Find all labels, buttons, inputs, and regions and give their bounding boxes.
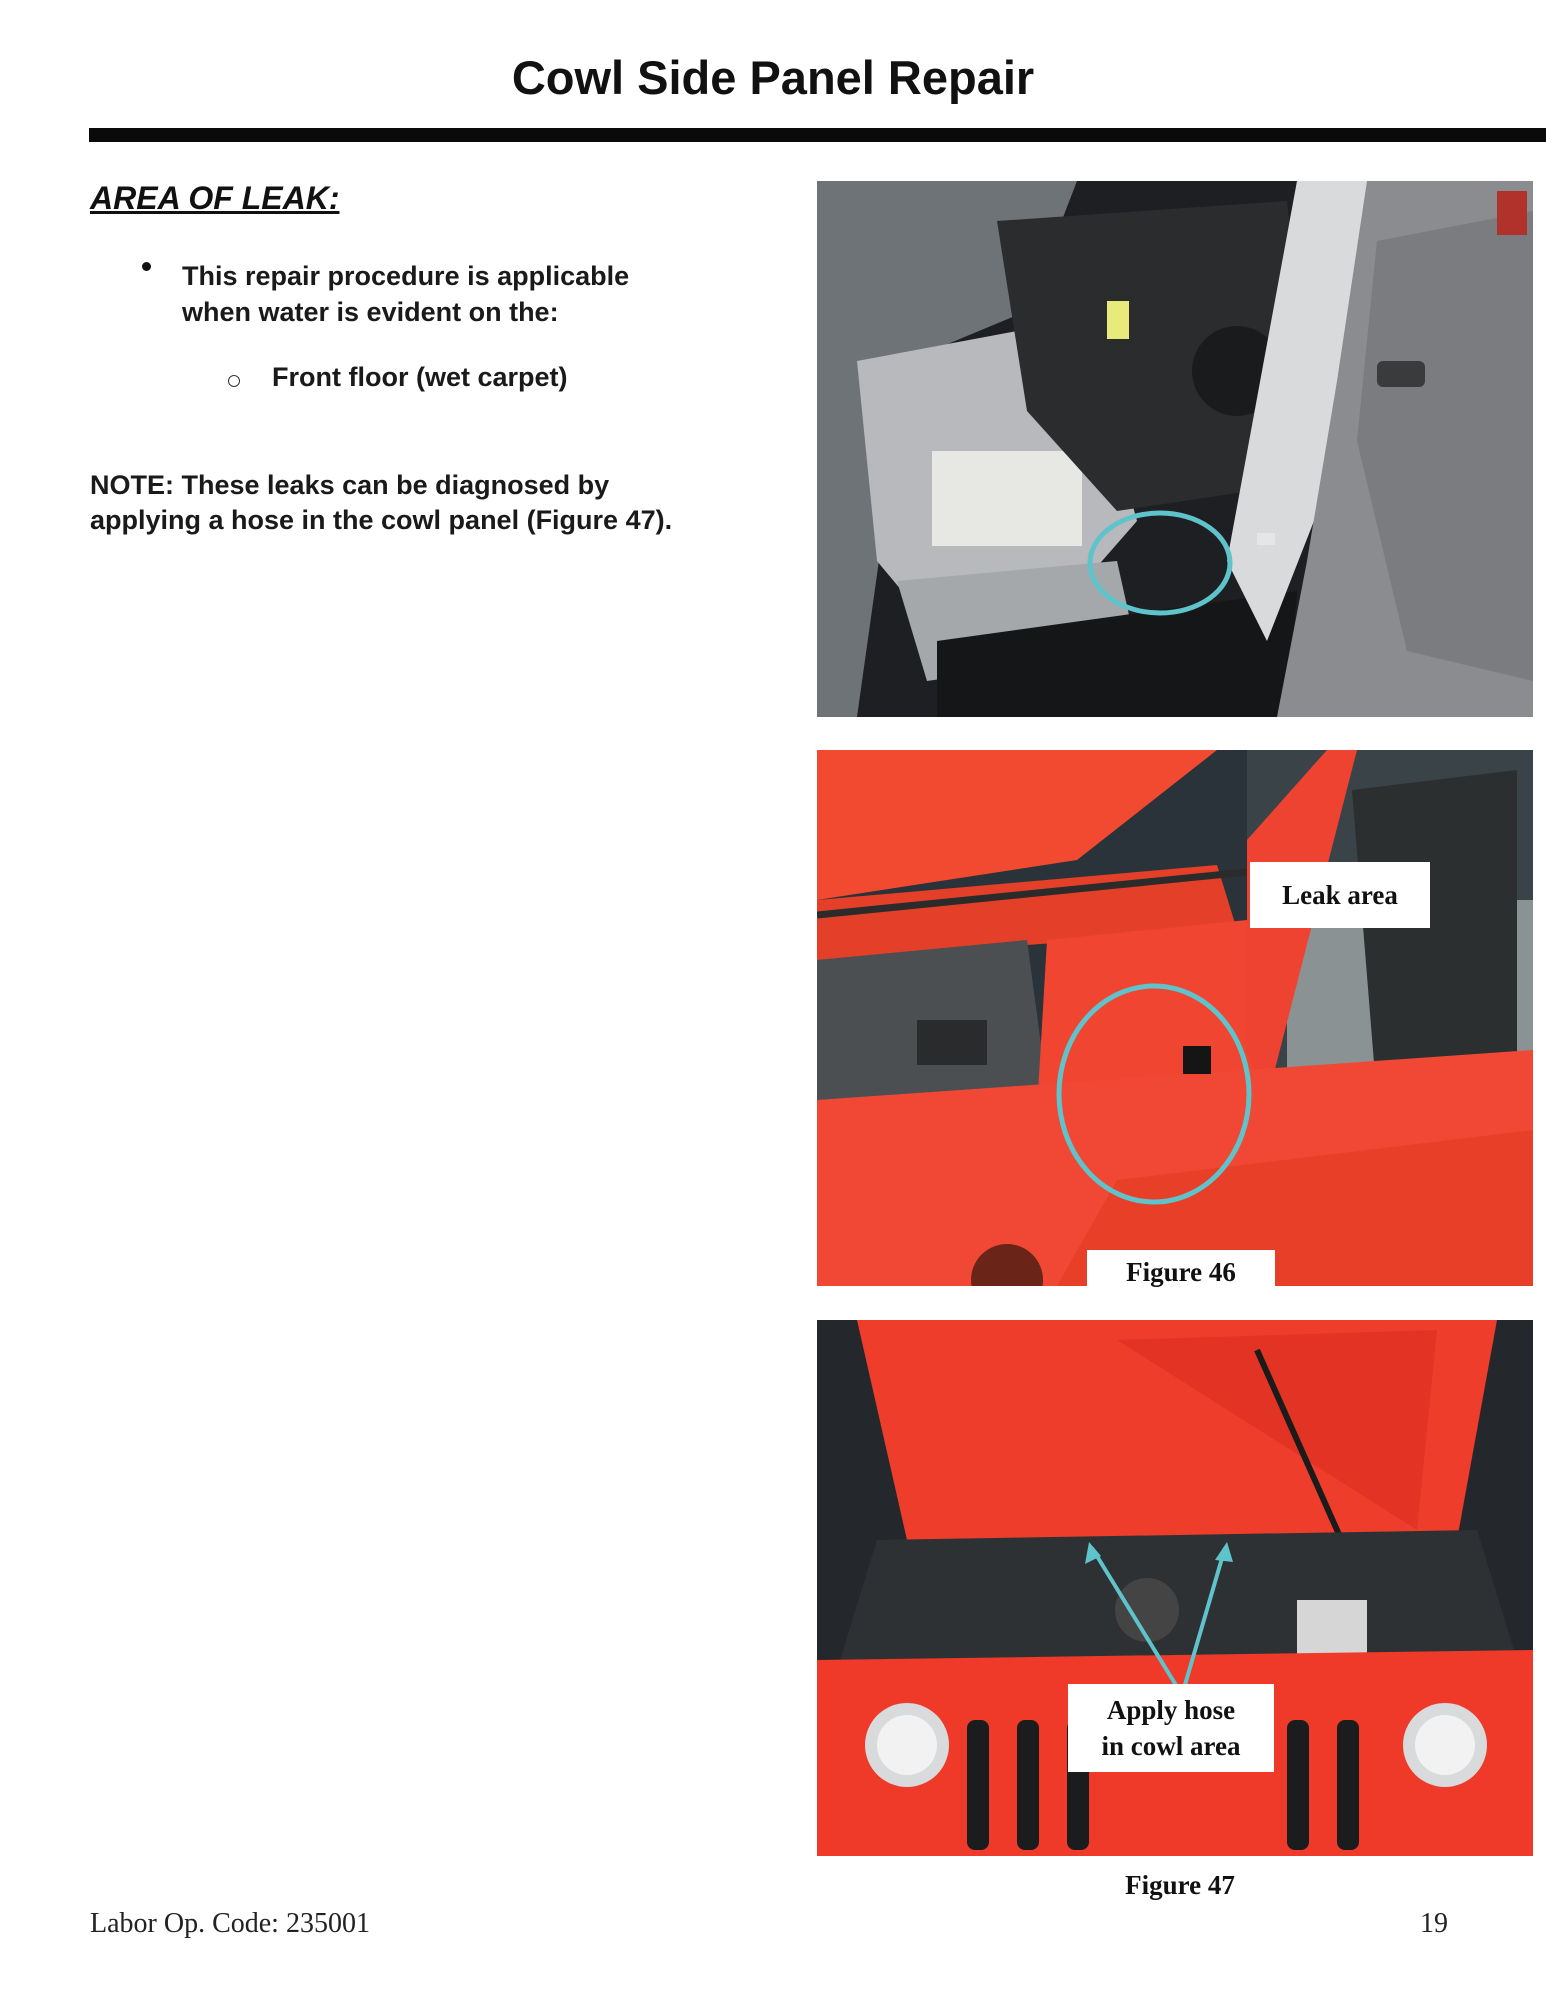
interior-floor-photo (817, 181, 1533, 717)
figure-47-caption: Figure 47 (1125, 1870, 1235, 1900)
figure-46-caption: Figure 46 (1087, 1250, 1275, 1290)
apply-hose-line1: Apply hose (1106, 1695, 1236, 1725)
cowl-side-panel-photo (817, 750, 1533, 1286)
labor-op-code: Labor Op. Code: 235001 (90, 1908, 370, 1939)
bullet-icon (142, 262, 151, 271)
hood-cowl-photo (817, 1320, 1533, 1856)
sub-bullet-icon (228, 375, 240, 387)
leak-area-callout: Leak area (1250, 862, 1430, 928)
sub-bullet-text: Front floor (wet carpet) (272, 362, 568, 392)
section-heading: AREA OF LEAK: (90, 180, 340, 216)
title-rule (89, 128, 1546, 142)
apply-hose-line2: in cowl area (1101, 1731, 1241, 1761)
page-title: Cowl Side Panel Repair (511, 51, 1035, 104)
bullet-text: This repair procedure is applicable when water is evident on the: (182, 261, 630, 327)
page-number: 19 (1420, 1908, 1448, 1939)
note-text: NOTE: These leaks can be diagnosed by applying a hose in the cowl panel (Figure 47). (90, 470, 673, 535)
apply-hose-callout (1068, 1684, 1274, 1772)
